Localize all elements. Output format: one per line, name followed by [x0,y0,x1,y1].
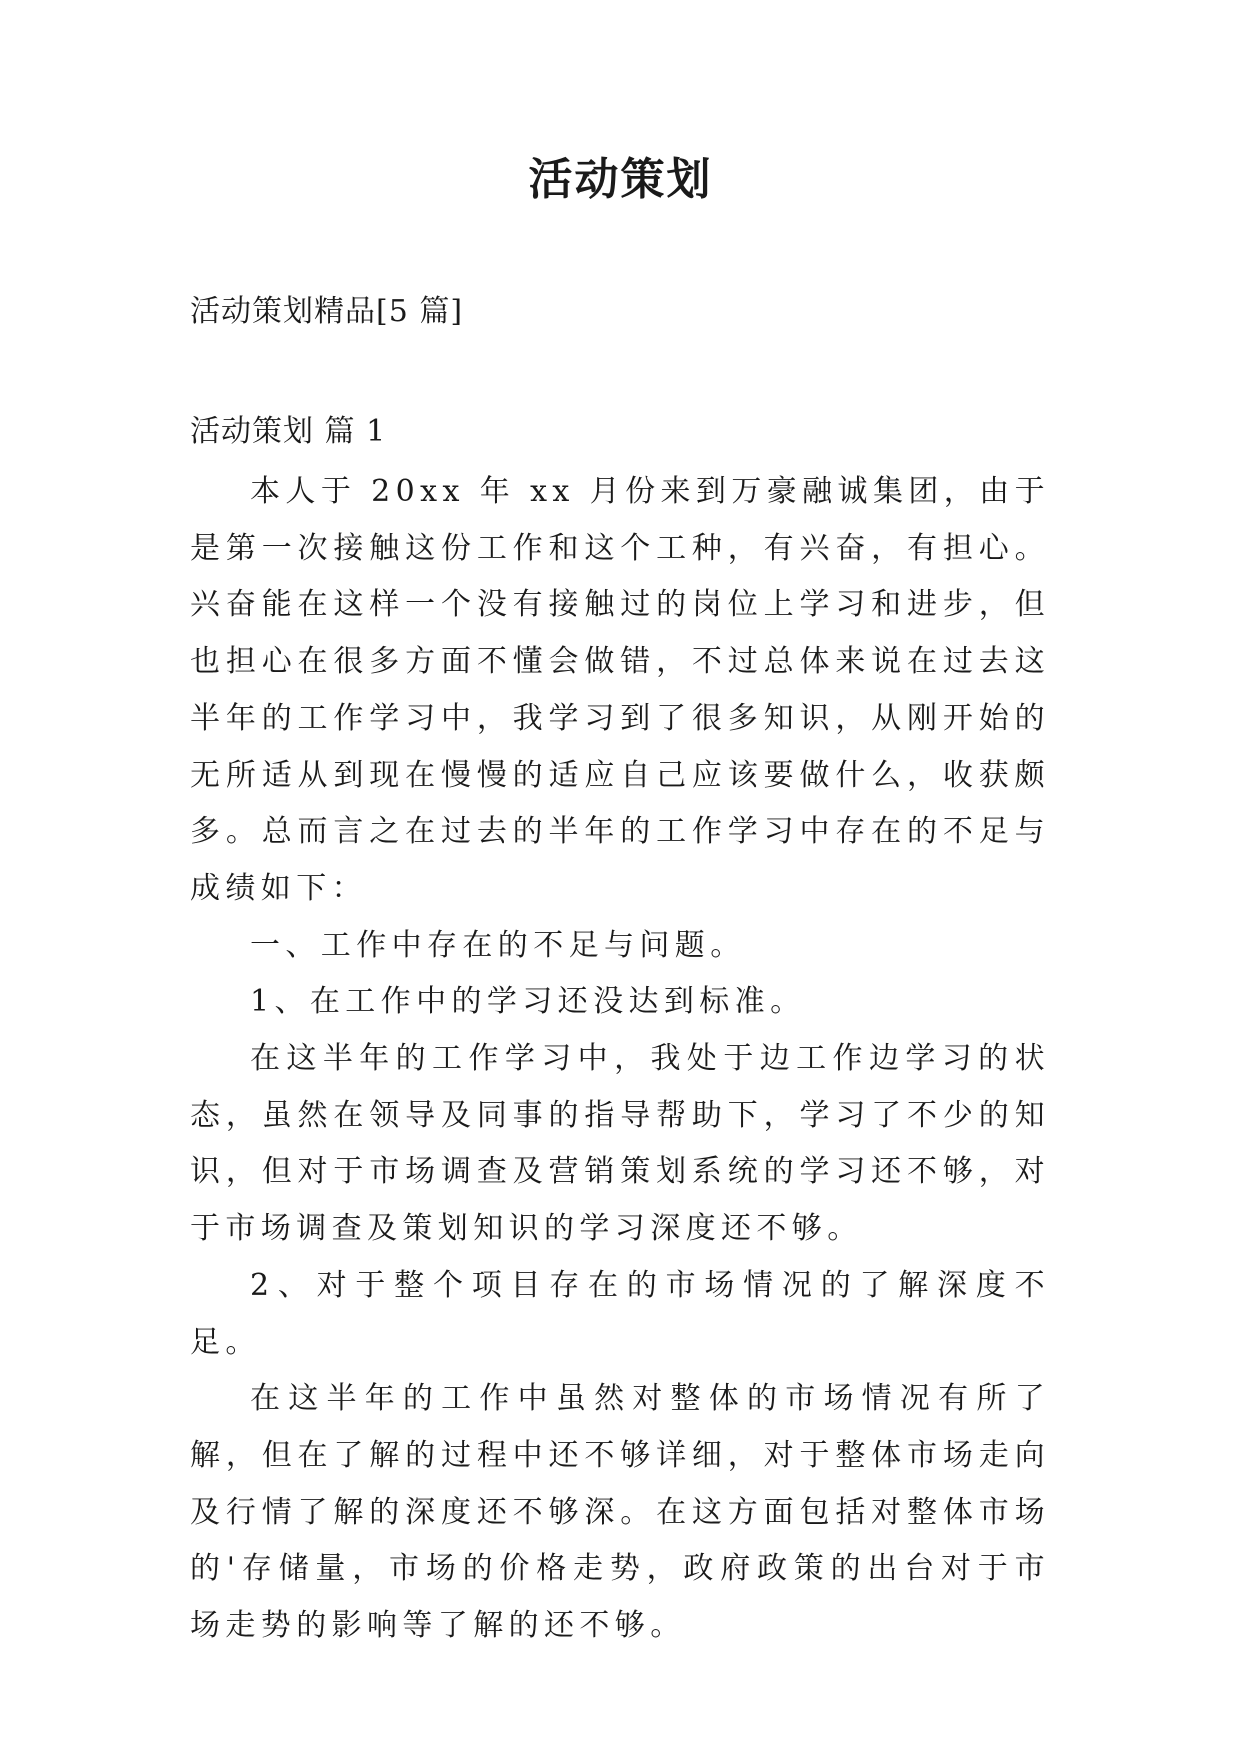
body-paragraph: 在这半年的工作中虽然对整体的市场情况有所了解，但在了解的过程中还不够详细，对于整体市场走向及行情了解的深度还不够深。在这方面包括对整体市场的'存储量，市场的价格走势，政府政策的出台对于市场走势的影响等了解的还不够。 [190,1381,1050,1644]
document-title: 活动策划 [528,154,713,205]
document-subtitle: 活动策划精品[5 篇] [190,294,464,329]
body-paragraph: 本人于 20xx 年 xx 月份来到万豪融诚集团，由于是第一次接触这份工作和这个工种，有兴奋，有担心。兴奋能在这样一个没有接触过的岗位上学习和进步，但也担心在很多方面不懂会做错，不过总体来说在过去这半年的工作学习中，我学习到了很多知识，从刚开始的无所适从到现在慢慢的适应自己应该要做什么，收获颇多。总而言之在过去的半年的工作学习中存在的不足与成绩如下： [190,474,1050,906]
body-paragraph: 一、工作中存在的不足与问题。 [250,927,746,963]
body-paragraph: 1、在工作中的学习还没达到标准。 [250,984,806,1020]
document-body [190,464,1050,1655]
section-heading: 活动策划 篇 1 [190,414,387,449]
body-paragraph: 在这半年的工作学习中，我处于边工作边学习的状态，虽然在领导及同事的指导帮助下，学习了不少的知识，但对于市场调查及营销策划系统的学习还不够，对于市场调查及策划知识的学习深度还不够。 [190,1041,1050,1247]
body-paragraph: 2、对于整个项目存在的市场情况的了解深度不足。 [190,1267,1050,1360]
